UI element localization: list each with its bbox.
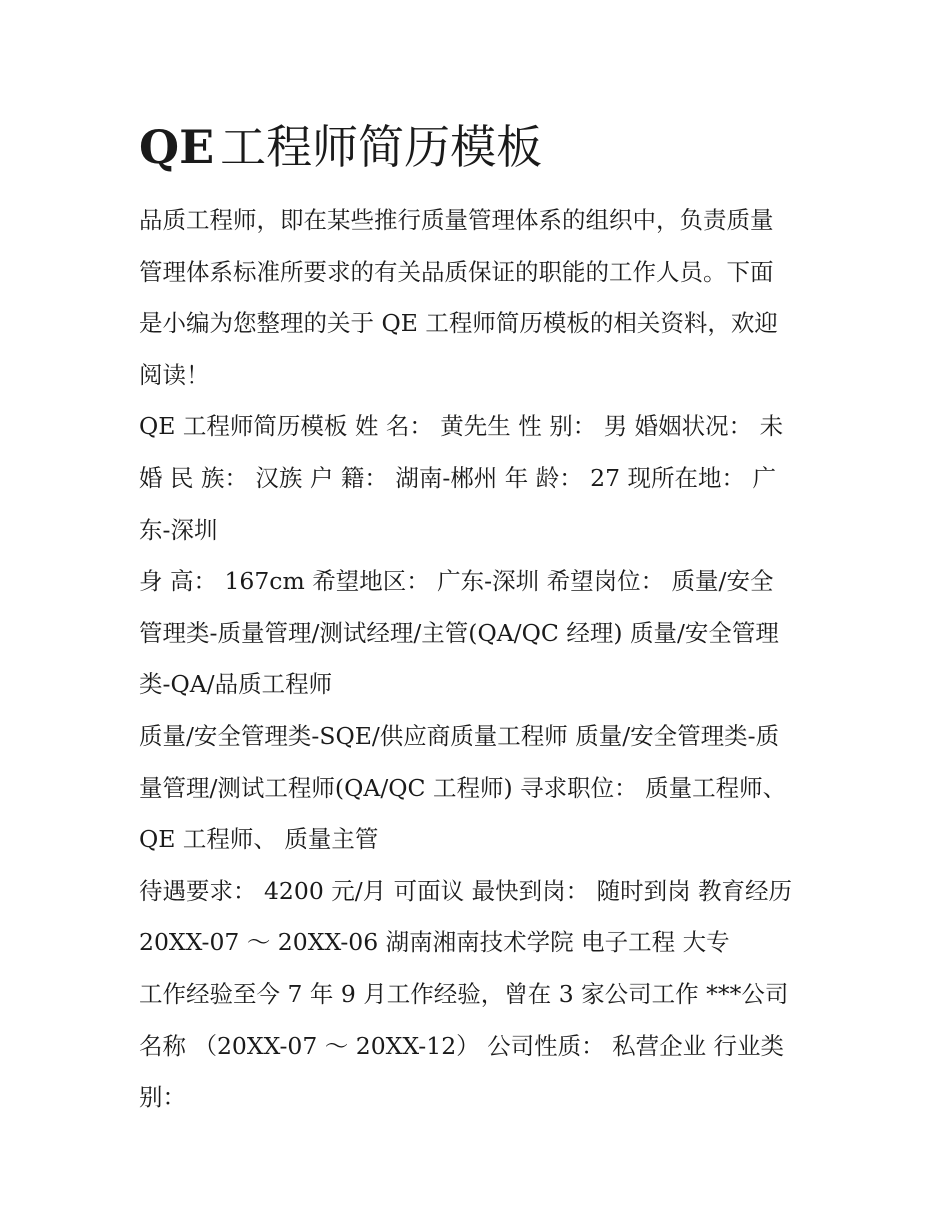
body-line: 20XX-07 ～ 20XX-06 湖南湘南技术学院 电子工程 大专 xyxy=(139,928,730,957)
body-line: 身 高： 167cm 希望地区： 广东-深圳 希望岗位： 质量/安全 xyxy=(139,567,774,596)
body-line: 质量/安全管理类-SQE/供应商质量工程师 质量/安全管理类-质 xyxy=(139,721,780,750)
body-line: QE 工程师、 质量主管 xyxy=(139,825,379,854)
document-body xyxy=(139,195,819,1124)
title-latin: QE xyxy=(139,120,215,174)
title-cjk: 工程师简历模板 xyxy=(220,120,543,174)
body-line: 是小编为您整理的关于 QE 工程师简历模板的相关资料，欢迎 xyxy=(139,309,778,338)
body-line: 别： xyxy=(139,1083,186,1112)
body-line: 东-深圳 xyxy=(139,515,218,544)
body-line: 管理体系标准所要求的有关品质保证的职能的工作人员。下面 xyxy=(139,257,774,286)
body-line: 工作经验至今 7 年 9 月工作经验，曾在 3 家公司工作 ***公司 xyxy=(139,979,789,1008)
body-line: 类-QA/品质工程师 xyxy=(139,670,333,699)
body-line: 量管理/测试工程师(QA/QC 工程师) 寻求职位： 质量工程师、 xyxy=(139,773,787,802)
body-line: 待遇要求： 4200 元/月 可面议 最快到岗： 随时到岗 教育经历 xyxy=(139,876,793,905)
body-line: QE 工程师简历模板 姓 名： 黄先生 性 别： 男 婚姻状况： 未 xyxy=(139,412,784,441)
body-line: 品质工程师，即在某些推行质量管理体系的组织中，负责质量 xyxy=(139,206,774,234)
body-line: 婚 民 族： 汉族 户 籍： 湖南-郴州 年 龄： 27 现所在地： 广 xyxy=(139,463,777,492)
document-title xyxy=(139,112,542,182)
body-line: 名称 （20XX-07 ～ 20XX-12） 公司性质： 私营企业 行业类 xyxy=(139,1031,785,1060)
body-line: 管理类-质量管理/测试经理/主管(QA/QC 经理) 质量/安全管理 xyxy=(139,618,779,647)
body-line: 阅读！ xyxy=(139,360,210,389)
